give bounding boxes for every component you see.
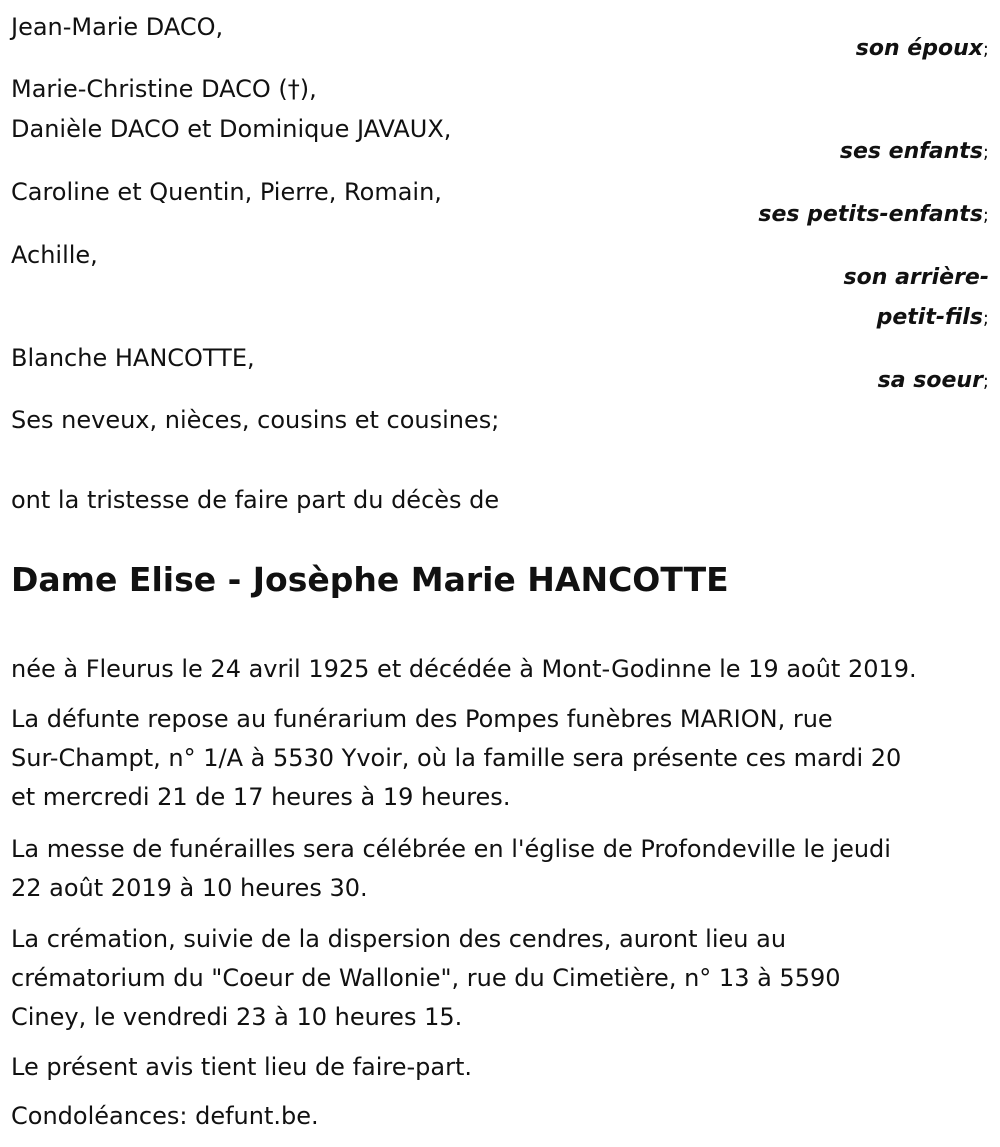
funeral-home-paragraph: La défunte repose au funérarium des Pompes funèbres MARION, rue Sur-Champt, n° 1/A à 5530 Yvoir, où la famille sera présente ces mardi 20 et mercredi 21 de 17 heures à 19 heures. [11,705,902,811]
family-role: ses enfants; [839,139,989,164]
family-name-line: Achille, [11,241,98,269]
family-role: ses petits-enfants; [758,202,989,227]
family-name-line: Danièle DACO et Dominique JAVAUX, [11,115,452,143]
family-name-line: Marie-Christine DACO (†), [11,75,317,103]
family-name-line: Jean-Marie DACO, [11,13,224,41]
condolences-paragraph: Condoléances: defunt.be. [11,1102,319,1130]
cremation-paragraph: La crémation, suivie de la dispersion des cendres, auront lieu au crématorium du "Coeur de Wallonie", rue du Cimetière, n° 13 à 5590 Ciney, le vendredi 23 à 10 heures 15. [11,925,841,1031]
extended-family: Ses neveux, nièces, cousins et cousines; [11,406,500,434]
notice-paragraph: Le présent avis tient lieu de faire-part. [11,1053,473,1081]
funeral-mass-paragraph: La messe de funérailles sera célébrée en l'église de Profondeville le jeudi 22 août 2019 à 10 heures 30. [11,835,891,902]
deceased-name: Dame Elise - Josèphe Marie HANCOTTE [11,560,729,599]
family-name-line: Blanche HANCOTTE, [11,344,255,372]
family-role: son époux; [855,36,989,61]
family-role: sa soeur; [877,368,989,393]
family-name-line: Caroline et Quentin, Pierre, Romain, [11,178,442,206]
family-role: petit-fils; [876,305,989,330]
announcement: ont la tristesse de faire part du décès de [11,486,500,514]
family-role: son arrière- [843,265,989,290]
birth-death-paragraph: née à Fleurus le 24 avril 1925 et décédée à Mont-Godinne le 19 août 2019. [11,655,917,683]
